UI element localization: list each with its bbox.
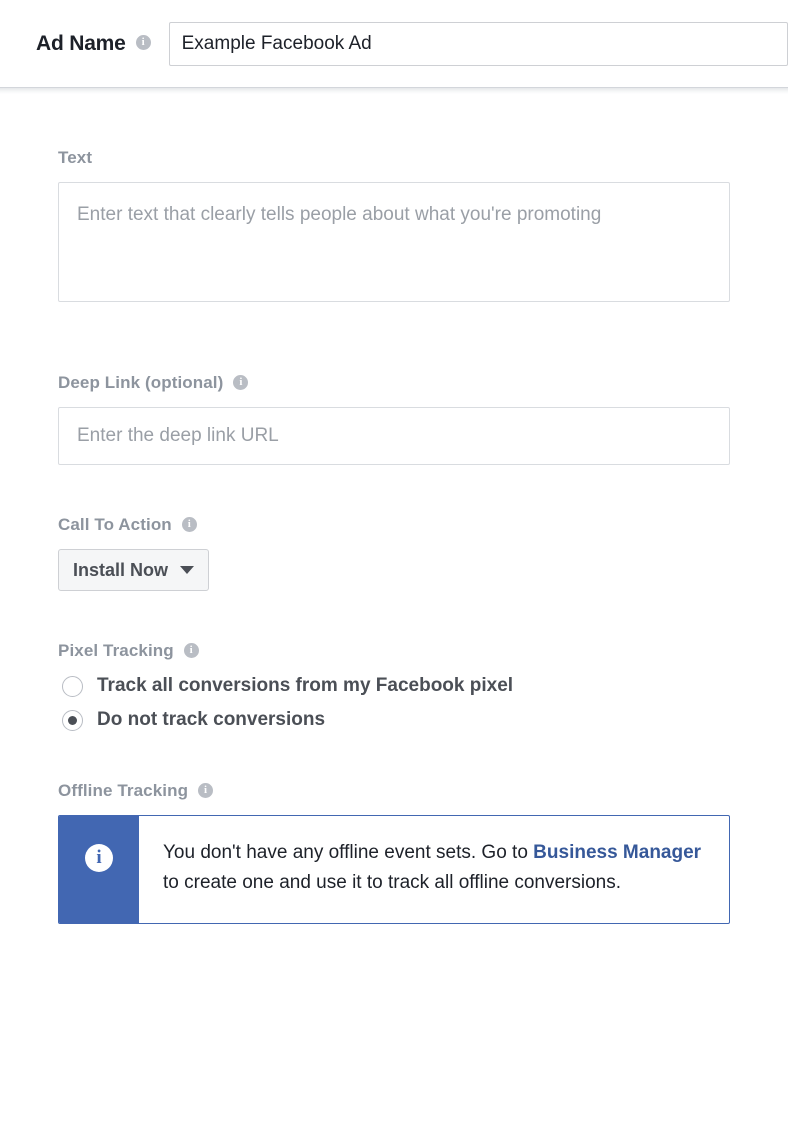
pixel-tracking-label: [58, 641, 788, 661]
spacer: [58, 591, 788, 641]
spacer: [58, 307, 788, 373]
ad-creative-form: [0, 94, 788, 924]
radio-label: Track all conversions from my Facebook pixel: [97, 675, 514, 696]
deep-link-label: [58, 373, 788, 393]
ad-name-label: Ad Name: [36, 31, 126, 55]
offline-tracking-label: [58, 781, 788, 801]
deep-link-group: [58, 373, 788, 465]
pixel-tracking-option-do-not-track[interactable]: [58, 709, 788, 731]
deep-link-label-text: Deep Link (optional): [58, 373, 224, 392]
radio-label: Do not track conversions: [97, 709, 326, 730]
ad-text-textarea[interactable]: [58, 182, 730, 302]
offline-tracking-label-text: Offline Tracking: [58, 781, 189, 800]
text-field-group: [58, 148, 788, 307]
pixel-tracking-label-text: Pixel Tracking: [58, 641, 174, 660]
call-to-action-dropdown[interactable]: [58, 549, 209, 591]
text-field-label-text: Text: [58, 148, 93, 167]
chevron-down-icon: [180, 566, 194, 574]
info-icon[interactable]: i: [182, 517, 197, 532]
banner-text-after: to create one and use it to track all offline conversions.: [163, 872, 622, 894]
call-to-action-label: [58, 515, 788, 535]
call-to-action-group: [58, 515, 788, 591]
text-field-label: [58, 148, 788, 168]
call-to-action-label-text: Call To Action: [58, 515, 172, 534]
pixel-tracking-option-track-all[interactable]: [58, 675, 788, 697]
radio-button-selected[interactable]: [62, 710, 83, 731]
banner-icon-column: [59, 816, 139, 923]
info-icon[interactable]: i: [233, 375, 248, 390]
info-icon[interactable]: i: [198, 783, 213, 798]
spacer: [58, 743, 788, 781]
spacer: [58, 465, 788, 515]
info-icon[interactable]: i: [136, 35, 151, 50]
info-icon[interactable]: i: [184, 643, 199, 658]
banner-text-before: You don't have any offline event sets. Go to: [163, 842, 528, 863]
call-to-action-selected-value: Install Now: [73, 559, 169, 580]
ad-name-bar: [0, 0, 788, 88]
info-icon: i: [85, 844, 113, 872]
deep-link-input[interactable]: [58, 407, 730, 465]
offline-tracking-info-banner: [58, 815, 730, 924]
pixel-tracking-group: [58, 641, 788, 731]
radio-button[interactable]: [62, 676, 83, 697]
banner-message: [139, 816, 729, 923]
business-manager-link[interactable]: Business Manager: [533, 842, 702, 863]
offline-tracking-group: [58, 781, 788, 924]
ad-name-input[interactable]: [169, 22, 788, 66]
